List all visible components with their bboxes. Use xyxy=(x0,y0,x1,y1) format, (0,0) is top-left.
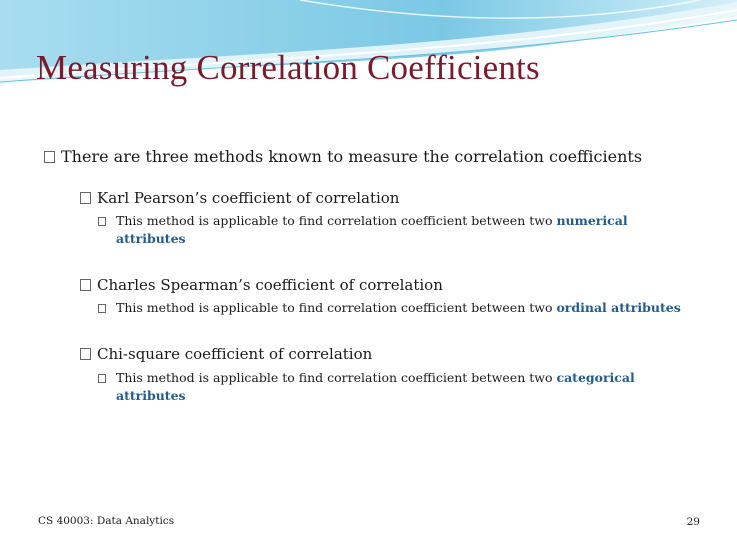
desc-text: This method is applicable to find correlation coefficient between two xyxy=(116,300,557,315)
desc-suffix: attributes xyxy=(116,231,186,246)
desc-text: This method is applicable to find correlation coefficient between two xyxy=(116,370,557,385)
square-bullet-icon xyxy=(98,217,106,226)
method-name: Chi-square coefficient of correlation xyxy=(97,345,373,363)
method-spearman-desc xyxy=(98,299,688,317)
footer-course: CS 40003: Data Analytics xyxy=(38,515,175,527)
page-number: 29 xyxy=(686,516,700,528)
square-bullet-icon xyxy=(98,374,106,383)
desc-highlight: numerical xyxy=(556,213,628,228)
square-bullet-icon xyxy=(80,279,91,291)
slide-title: Measuring Correlation Coefficients xyxy=(36,48,540,87)
desc-highlight: categorical xyxy=(556,370,635,385)
square-bullet-icon xyxy=(80,192,91,204)
main-bullet-text: There are three methods known to measure the correlation coefficients xyxy=(61,147,643,166)
square-bullet-icon xyxy=(98,304,106,313)
method-chi-square xyxy=(80,345,372,363)
main-bullet xyxy=(44,147,642,166)
method-pearson-desc xyxy=(98,212,688,248)
desc-highlight: ordinal attributes xyxy=(556,300,681,315)
desc-text: This method is applicable to find correlation coefficient between two xyxy=(116,213,557,228)
desc-suffix: attributes xyxy=(116,388,186,403)
square-bullet-icon xyxy=(80,348,91,360)
method-chi-square-desc xyxy=(98,369,688,405)
method-name: Charles Spearman’s coefficient of correlation xyxy=(97,276,443,294)
method-pearson xyxy=(80,189,399,207)
square-bullet-icon xyxy=(44,151,55,163)
method-name: Karl Pearson’s coefficient of correlation xyxy=(97,189,400,207)
method-spearman xyxy=(80,276,443,294)
